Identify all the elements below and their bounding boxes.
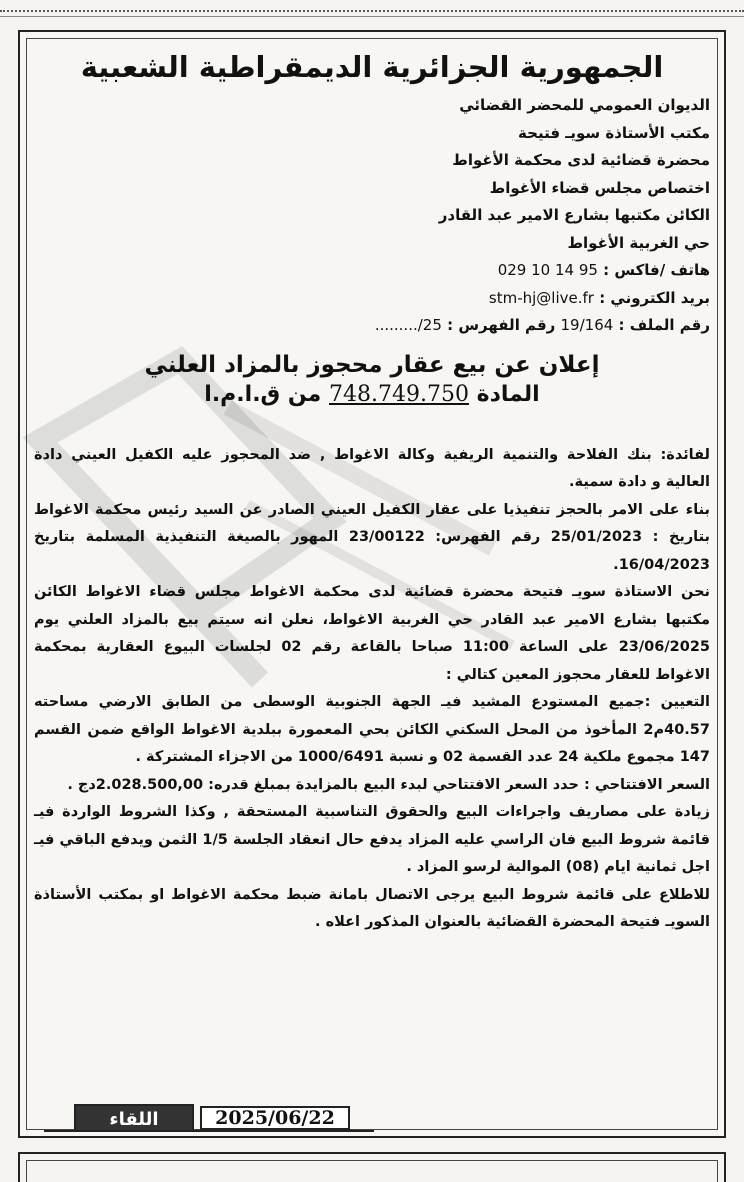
notice-body	[34, 442, 710, 937]
email-label: بريد الكتروني :	[599, 288, 710, 307]
paragraph-designation: التعيين :جميع المستودع المشيد فيـ الجهة الجنوبية الوسطى من الطابق الارضي مساحته 40.57م2 المأخوذ من المحل السكني الكائن بحي المعمورة ببلدية الاغواط الواقع ضمن القسم 147 مجموع ملكية 24 عدد القسمة 02 و نسبة 1000/6491 من الاجزاء المشتركة .	[34, 694, 710, 765]
index-value: ........./25	[374, 316, 442, 334]
next-notice-inner-border	[26, 1160, 718, 1182]
article-suffix: من ق.ا.م.ا	[204, 381, 322, 407]
notice-frame	[18, 30, 726, 1138]
publication-date: 2025/06/22	[200, 1106, 350, 1130]
paragraph-opening-price: السعر الافتتاحي : حدد السعر الافتتاحي لبدء البيع بالمزايدة بمبلغ قدره: 2.028.500,00دج .	[67, 776, 710, 793]
file-label: رقم الملف :	[613, 316, 710, 334]
paragraph-conditions: زيادة على مصاريف واجراءات البيع والحقوق التناسبية المستحقة , وكذا الشروط الواردة فيـ قائمة شروط البيع فان الراسي عليه المزاد يدفع حال انعقاد الجلسة 1/5 الثمن ويدفع الباقي فيـ اجل ثمانية ايام (08) الموالية لرسو المزاد .	[34, 804, 711, 875]
article-number: 748.749.750	[328, 381, 469, 407]
publication-footer	[44, 1104, 374, 1132]
phone-value: 029 10 14 95	[497, 261, 598, 279]
file-value: 19/164	[560, 316, 614, 334]
email-line	[34, 285, 710, 313]
paragraph-sale-announcement: نحن الاستاذة سويـ فتيحة محضرة قضائية لدى محكمة الاغواط مجلس قضاء الاغواط الكائن مكتبها بشارع الامير عبد القادر حي الغربية الاغواط، نعلن انه سيتم بيع بالمزاد العلني يوم 23/06/2025 على الساعة 11:00 صباحا بالقاعة رقم 02 لجلسات البيوع العقارية بمحكمة الاغواط للعقار محجوز المعين كتالي :	[34, 584, 710, 683]
phone-line	[34, 257, 710, 285]
office-line-1: الديوان العمومي للمحضر القضائي	[459, 96, 710, 114]
index-label: رقم الفهرس :	[441, 316, 556, 334]
office-line-4: اختصاص مجلس قضاء الأغواط	[489, 178, 710, 197]
newspaper-name: اللقاء	[74, 1104, 194, 1132]
announcement-title: إعلان عن بيع عقار محجوز بالمزاد العلني	[144, 351, 600, 378]
article-prefix: المادة	[476, 381, 540, 407]
office-line-5: الكائن مكتبها بشارع الامير عبد القادر	[438, 206, 710, 224]
next-notice-frame	[18, 1152, 726, 1182]
notice-content	[34, 46, 710, 937]
republic-heading: الجمهورية الجزائرية الديمقراطية الشعبية	[80, 50, 664, 84]
email-value: stm-hj@live.fr	[488, 288, 594, 307]
office-line-2: مكتب الأستاذة سويـ فتيحة	[518, 123, 710, 142]
paragraph-contact: للاطلاع على قائمة شروط البيع يرجى الاتصال بامانة ضبط محكمة الاغواط او بمكتب الأستاذة السويـ فتيحة المحضرة القضائية بالعنوان المذكور اعلاه .	[34, 886, 710, 930]
file-line	[34, 312, 710, 340]
paragraph-order: بناء على الامر بالحجز تنفيذيا على عقار الكفيل العيني الصادر عن السيد رئيس محكمة الاغواط بتاريخ : 25/01/2023 رقم الفهرس: 23/00122 المهور بالصيغة التنفيذية المسلمة بتاريخ 16/04/2023.	[34, 501, 710, 573]
office-line-3: محضرة قضائية لدى محكمة الأغواط	[452, 151, 710, 169]
office-line-6: حي الغربية الأغواط	[567, 233, 710, 252]
phone-label: هاتف /فاكس :	[603, 261, 710, 279]
paragraph-beneficiary: لفائدة: بنك الفلاحة والتنمية الريفية وكالة الاغواط , ضد المحجوز عليه الكفيل العيني دادة العالية و دادة سمية.	[34, 446, 710, 490]
top-rule	[0, 10, 744, 17]
article-reference	[34, 380, 710, 410]
